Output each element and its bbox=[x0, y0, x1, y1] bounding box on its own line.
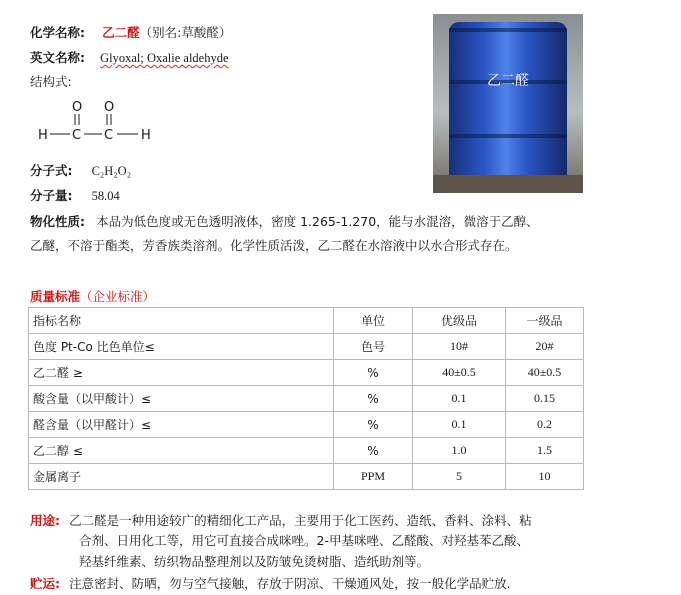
drum-icon bbox=[449, 22, 567, 190]
formula-row bbox=[30, 160, 131, 179]
mw-row bbox=[30, 185, 120, 204]
table-header-row bbox=[29, 308, 584, 334]
en-name-label: 英文名称: bbox=[30, 50, 85, 65]
hydrogen-right: H bbox=[141, 128, 151, 143]
cell-indicator: 醛含量（以甲醛计）≤ bbox=[29, 412, 334, 438]
storage-row bbox=[30, 573, 511, 592]
cell-unit: 色号 bbox=[334, 334, 413, 360]
spec-table bbox=[28, 307, 584, 490]
properties-line-2: 乙醚，不溶于酯类，芳香族类溶剂。化学性质活泼，乙二醛在水溶液中以水合形式存在。 bbox=[30, 238, 518, 253]
cell-indicator: 色度 Pt-Co 比色单位≤ bbox=[29, 334, 334, 360]
usage-text-1: 乙二醛是一种用途较广的精细化工产品，主要用于化工医药、造纸、香料、涂料、粘 bbox=[69, 513, 532, 528]
cell-premium: 0.1 bbox=[413, 412, 506, 438]
usage-line-1 bbox=[30, 510, 532, 529]
chem-name-label: 化学名称: bbox=[30, 25, 85, 40]
chem-name-row bbox=[30, 22, 231, 41]
table-row bbox=[29, 334, 584, 360]
structure-label: 结构式: bbox=[30, 74, 72, 89]
table-row bbox=[29, 386, 584, 412]
usage-label: 用途: bbox=[30, 513, 60, 528]
alias-text: （别名:草酸醛） bbox=[139, 25, 232, 40]
cell-first-grade: 10 bbox=[506, 464, 584, 490]
cell-first-grade: 20# bbox=[506, 334, 584, 360]
product-photo bbox=[433, 14, 583, 193]
cell-indicator: 金属离子 bbox=[29, 464, 334, 490]
col-header-first-grade: 一级品 bbox=[506, 308, 584, 334]
cell-premium: 10# bbox=[413, 334, 506, 360]
cell-unit: % bbox=[334, 438, 413, 464]
mw-label: 分子量: bbox=[30, 188, 73, 203]
en-name-value: Glyoxal; Oxalie aldehyde bbox=[100, 51, 229, 65]
storage-label: 贮运: bbox=[30, 576, 60, 591]
table-row bbox=[29, 464, 584, 490]
carbon-left: C bbox=[72, 128, 82, 143]
cell-premium: 0.1 bbox=[413, 386, 506, 412]
col-header-unit: 单位 bbox=[334, 308, 413, 334]
cell-unit: % bbox=[334, 386, 413, 412]
usage-line-2: 合剂、日用化工等，用它可直接合成咪唑。2-甲基咪唑、乙醛酸、对羟基苯乙酸、 bbox=[79, 533, 529, 548]
formula-value: C₂H₂O₂ bbox=[91, 164, 132, 178]
oxygen-left: O bbox=[72, 100, 83, 115]
table-row bbox=[29, 438, 584, 464]
cell-unit: % bbox=[334, 412, 413, 438]
cell-premium: 40±0.5 bbox=[413, 360, 506, 386]
table-row bbox=[29, 412, 584, 438]
quality-title: 质量标准 bbox=[30, 289, 81, 304]
carbon-right: C bbox=[104, 128, 114, 143]
cell-premium: 1.0 bbox=[413, 438, 506, 464]
hydrogen-left: H bbox=[38, 128, 48, 143]
properties-text-1: 本品为低色度或无色透明液体，密度 1.265-1.270，能与水混溶，微溶于乙醇、 bbox=[96, 214, 539, 229]
cell-premium: 5 bbox=[413, 464, 506, 490]
cell-unit: % bbox=[334, 360, 413, 386]
properties-label: 物化性质: bbox=[30, 214, 85, 229]
cell-indicator: 乙二醛 ≥ bbox=[29, 360, 334, 386]
cell-indicator: 酸含量（以甲酸计）≤ bbox=[29, 386, 334, 412]
structure-diagram bbox=[30, 95, 170, 150]
storage-text: 注意密封、防晒，勿与空气接触，存放于阴凉、干燥通风处，按一般化学品贮放. bbox=[69, 576, 511, 591]
cell-unit: PPM bbox=[334, 464, 413, 490]
cell-indicator: 乙二醇 ≤ bbox=[29, 438, 334, 464]
col-header-name: 指标名称 bbox=[29, 308, 334, 334]
properties-line-1 bbox=[30, 211, 539, 230]
formula-label: 分子式: bbox=[30, 163, 73, 178]
en-name-row bbox=[30, 47, 229, 66]
table-row bbox=[29, 360, 584, 386]
drum-label: 乙二醛 bbox=[487, 73, 529, 89]
mw-value: 58.04 bbox=[91, 189, 120, 203]
cell-first-grade: 1.5 bbox=[506, 438, 584, 464]
usage-line-3: 羟基纤维素、纺织物品整理剂以及防皱免烫树脂、造纸助剂等。 bbox=[79, 554, 430, 569]
cell-first-grade: 40±0.5 bbox=[506, 360, 584, 386]
quality-heading bbox=[30, 286, 155, 305]
cell-first-grade: 0.15 bbox=[506, 386, 584, 412]
col-header-premium: 优级品 bbox=[413, 308, 506, 334]
oxygen-right: O bbox=[104, 100, 115, 115]
cell-first-grade: 0.2 bbox=[506, 412, 584, 438]
quality-subtitle: （企业标准） bbox=[80, 289, 156, 304]
chem-name-value: 乙二醛 bbox=[102, 25, 140, 40]
